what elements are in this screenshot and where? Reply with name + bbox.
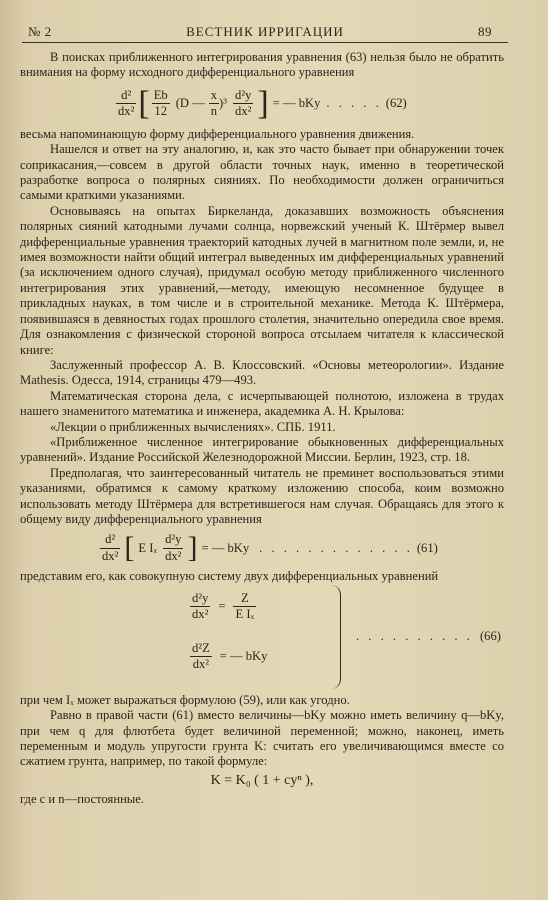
paragraph-intro: В поисках приближенного интегрирования уравнения (63) нельзя было не обратить внимания на форму исходного дифференциального уравнения xyxy=(20,50,504,80)
equation-label-61: (61) xyxy=(416,540,438,555)
reference-integration: «Приближенное численное интегрирование обыкновенных дифференциальных уравнений». Издание Российской Железнодорожной Миссии. Берлин, 1923, стр. 18. xyxy=(20,434,504,465)
equation-label-66: (66) xyxy=(479,628,501,643)
page-header xyxy=(22,20,508,43)
equation-62: $\frac{\text{d²}}{\text{dx²}}$ [ $\frac{Eb}{12}$ (D — $\frac{x}{n}$ )³ $\frac{\text{d²y}}{\text{dx²}}$ ] = — bKy . . . . . (62) xyxy=(118,84,407,122)
paragraph-stormer: Основываясь на опытах Биркеланда, доказавших возможность объяснения полярных сияний катодными лучами солнца, норвежский ученый К. Штёрмер вывел дифференциальные уравнения траекторий катодных лучей в магнитном поле земли, и, не имея возможности найти общий интеграл выведенных им дифференциальных уравнений (за исключением одного случая), придумал особую методу приближенного численного интегрирования этих уравнений,—методу, имеющую несомненное будущее в прикладных науках, в том числе и в строительной механике. Метода К. Штёрмера, появившаяся в девяностых годах прошлого столетия, значительно опередила свое время. Для ознакомления с физической стороной вопроса отсылаем читателя к классической книге: xyxy=(20,203,504,357)
system-brace xyxy=(328,585,341,689)
reference-lectures: «Лекции о приближенных вычислениях». СПБ. 1911. xyxy=(50,419,336,434)
paragraph-krylov: Математическая сторона дела, с исчерпывающей полнотою, изложена в трудах нашего знаменитого математика и инженера, академика А. Н. Крылова: xyxy=(20,388,504,419)
paragraph-constants: где c и n—постоянные. xyxy=(20,791,145,806)
paragraph-inertia: при чем Iₓ может выражаться формулою (59), или как угодно. xyxy=(20,692,350,707)
paragraph-variable: Равно в правой части (61) вместо величины—bKy можно иметь величину q—bKy, при чем q для флютбета будет величиной переменной; можно, наконец, иметь переменным и модуль упругости грунта K: считать его увеличивающимся вместе со сжатием грунта, например, по такой формуле: xyxy=(20,708,504,769)
paragraph-system: представим его, как совокупную систему двух дифференциальных уравнений xyxy=(20,569,439,584)
equation-label-62: (62) xyxy=(385,96,407,111)
paragraph-analogy: Нашелся и ответ на эту аналогию, и, как это часто бывает при обнаружении точек соприкасания,—совсем в другой области точных наук, именно в теоретической разработке вопроса о полярных сияниях. По необходимости должен ограничиться самыми краткими указаниями. xyxy=(20,142,504,203)
paragraph-intro-end: весьма напоминающую форму дифференциального уравнения движения. xyxy=(20,126,415,141)
reference-klossovsky: Заслуженный профессор А. В. Клоссовский. «Основы метеорологии». Издание Mathesis. Одесса, 1914, страницы 479—493. xyxy=(20,357,504,388)
journal-title: ВЕСТНИК ИРРИГАЦИИ xyxy=(186,24,344,39)
paragraph-method: Предполагая, что заинтересованный читатель не преминет воспользоваться этими указаниями, обратимся к самому краткому изложению способа, коим возможно использовать методу Штёрмера для встретившегося нам случая. Обращаясь для этого к общему виду дифференциального уравнения xyxy=(20,465,504,526)
article-body xyxy=(20,50,504,807)
equation-modulus: K = K₀ ( 1 + cyⁿ ), xyxy=(210,772,314,788)
equation-66: $\frac{\text{d²y}}{\text{dx²}}$ = $\frac{Z}{\text{E Iₓ}}$ $\frac{\text{d²Z}}{\text{dx²}}$ = — bKy . . . . . . . . . . (66) xyxy=(20,585,504,693)
equation-61: $\frac{\text{d²}}{\text{dx²}}$ [ E Iₓ $\frac{\text{d²y}}{\text{dx²}}$ ] = — bKy . . . . . . . . . . . . . (61) xyxy=(102,531,438,565)
page-number: 89 xyxy=(478,24,492,39)
issue-number: № 2 xyxy=(28,24,52,39)
